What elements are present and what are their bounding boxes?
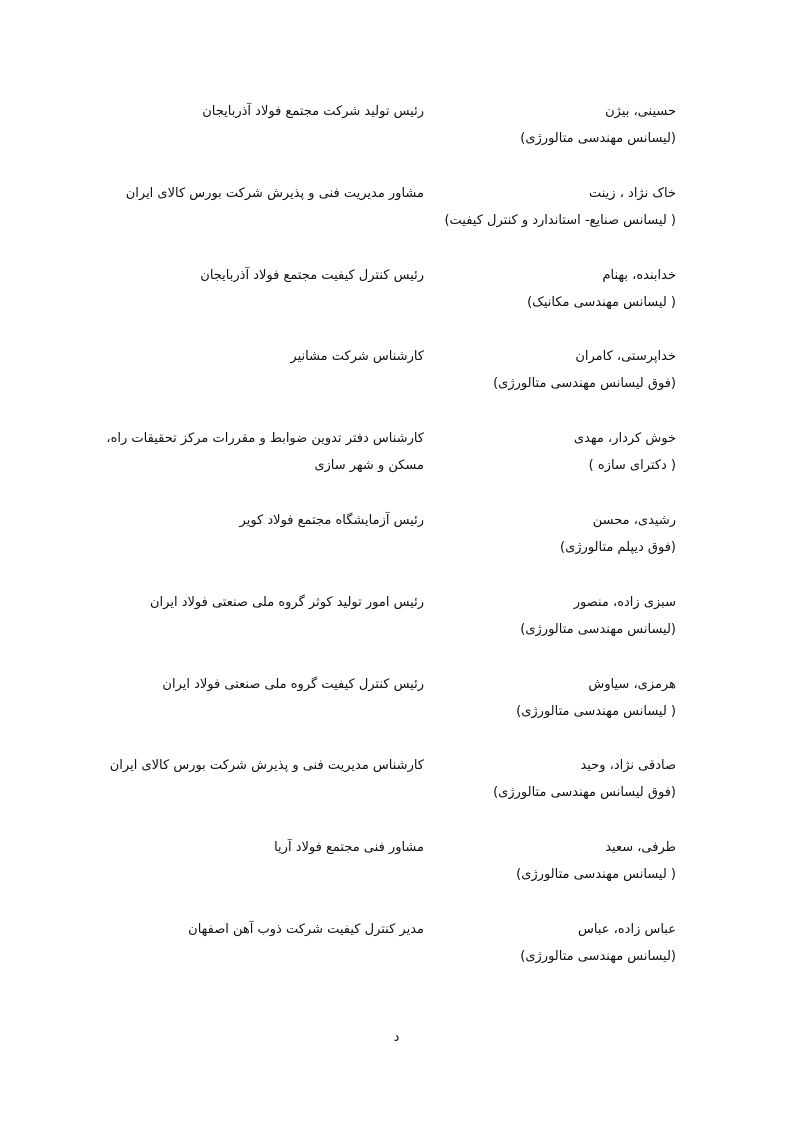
member-identity [386, 180, 676, 234]
member-identity [386, 671, 676, 725]
member-entry-3 [0, 262, 793, 322]
member-degree: (فوق دیپلم متالورژی) [560, 540, 676, 555]
member-name: خوش کردار، مهدی [573, 431, 676, 446]
member-position [114, 343, 424, 370]
member-name: خداپرستی، کامران [575, 349, 676, 364]
member-degree: ( لیسانس صنایع- استاندارد و کنترل کیفیت) [444, 213, 676, 228]
member-position [114, 671, 424, 698]
member-role: رئیس کنترل کیفیت مجتمع فولاد آذربایجان [200, 268, 424, 283]
member-role: مشاور فنی مجتمع فولاد آریا [274, 840, 424, 855]
member-position [109, 752, 424, 779]
member-position [106, 425, 424, 479]
member-role: مشاور مدیریت فنی و پذیرش شرکت بورس کالای ایران [125, 186, 424, 201]
member-position [114, 589, 424, 616]
member-entry-5 [0, 425, 793, 485]
member-position [114, 98, 424, 125]
member-entry-10 [0, 834, 793, 894]
member-identity [386, 752, 676, 806]
member-entry-8 [0, 671, 793, 731]
member-degree: (لیسانس مهندسی متالورژی) [520, 131, 676, 146]
member-role-continued: مسکن و شهر سازی [314, 458, 424, 473]
member-position [114, 180, 424, 207]
member-name: خدابنده، بهنام [602, 268, 676, 283]
member-identity [386, 589, 676, 643]
member-identity [386, 507, 676, 561]
member-role: کارشناس شرکت مشانیر [290, 349, 424, 364]
member-name: حسینی، بیژن [605, 104, 676, 119]
member-entry-2 [0, 180, 793, 240]
member-position [114, 262, 424, 289]
member-identity [386, 262, 676, 316]
member-identity [386, 834, 676, 888]
member-identity [386, 343, 676, 397]
member-role: مدیر کنترل کیفیت شرکت ذوب آهن اصفهان [188, 922, 424, 937]
member-degree: ( دکترای سازه ) [588, 458, 676, 473]
member-name: صادقی نژاد، وحید [580, 758, 676, 773]
member-role: رئیس امور تولید کوثر گروه ملی صنعتی فولاد ایران [150, 595, 424, 610]
member-degree: ( لیسانس مهندسی مکانیک) [527, 295, 676, 310]
member-entry-9 [0, 752, 793, 812]
member-role: رئیس تولید شرکت مجتمع فولاد آذربایجان [202, 104, 424, 119]
member-degree: (لیسانس مهندسی متالورژی) [520, 622, 676, 637]
member-name: رشیدی، محسن [592, 513, 676, 528]
member-entry-1 [0, 98, 793, 158]
member-entry-11 [0, 916, 793, 976]
member-degree: (فوق لیسانس مهندسی متالورژی) [493, 785, 676, 800]
member-name: خاک نژاد ، زینت [588, 186, 676, 201]
member-degree: ( لیسانس مهندسی متالورژی) [516, 704, 676, 719]
member-role: رئیس آزمایشگاه مجتمع فولاد کویر [239, 513, 424, 528]
member-role: رئیس کنترل کیفیت گروه ملی صنعتی فولاد ایران [162, 677, 424, 692]
member-identity [386, 916, 676, 970]
member-role: کارشناس مدیریت فنی و پذیرش شرکت بورس کالای ایران [109, 758, 424, 773]
member-degree: (فوق لیسانس مهندسی متالورژی) [493, 376, 676, 391]
member-entry-4 [0, 343, 793, 403]
member-name: هرمزی، سیاوش [588, 677, 676, 692]
page-number: د [393, 1030, 400, 1045]
member-degree: ( لیسانس مهندسی متالورژی) [516, 867, 676, 882]
member-role: کارشناس دفتر تدوین ضوابط و مقررات مرکز تحقیقات راه، [106, 431, 424, 446]
member-identity [386, 425, 676, 479]
member-position [114, 507, 424, 534]
member-entry-6 [0, 507, 793, 567]
member-name: سبزی زاده، منصور [573, 595, 676, 610]
member-name: عباس زاده، عباس [578, 922, 676, 937]
member-position [114, 916, 424, 943]
member-position [114, 834, 424, 861]
member-degree: (لیسانس مهندسی متالورژی) [520, 949, 676, 964]
member-entry-7 [0, 589, 793, 649]
member-name: طرفی، سعید [605, 840, 676, 855]
member-identity [386, 98, 676, 152]
